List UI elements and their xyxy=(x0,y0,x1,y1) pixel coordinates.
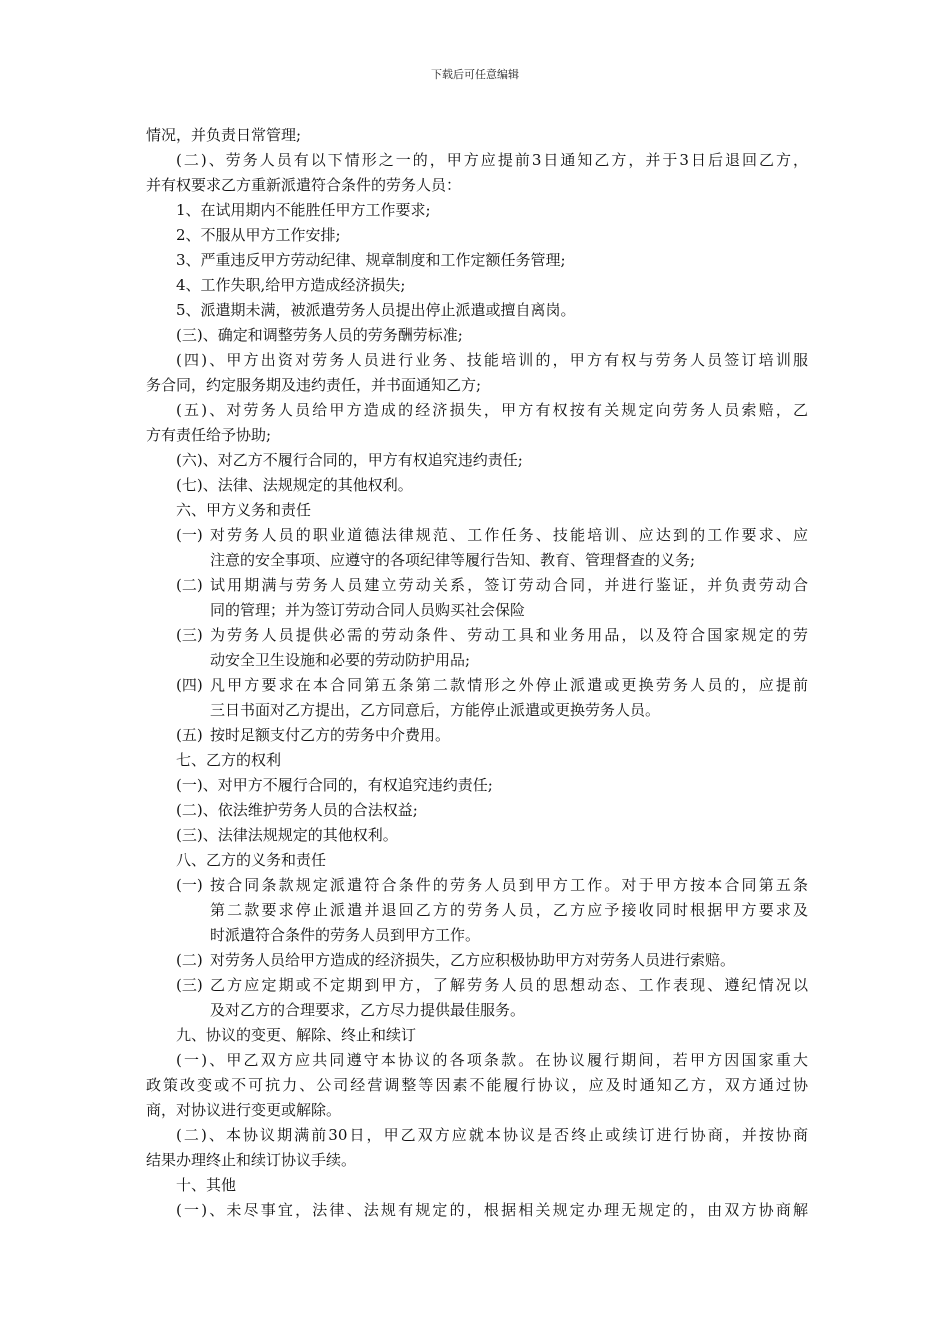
item-text-line: 试用期满与劳务人员建立劳动关系，签订劳动合同，并进行鉴证，并负责劳动合 xyxy=(210,576,808,594)
paragraph-line: 九、协议的变更、解除、终止和续订 xyxy=(176,1026,417,1044)
section-5-continued xyxy=(146,123,808,523)
paragraph-line: 2、不服从甲方工作安排; xyxy=(176,226,341,244)
paragraph-line: (五)、对劳务人员给甲方造成的经济损失，甲方有权按有关规定向劳务人员索赔，乙 xyxy=(176,401,808,419)
paragraph-line: (二)、本协议期满前30日，甲乙双方应就本协议是否终止或续订进行协商，并按协商 xyxy=(176,1126,808,1144)
item-text xyxy=(210,573,808,623)
paragraph-line: 情况，并负责日常管理; xyxy=(146,126,302,144)
paragraph-line: 5、派遣期未满，被派遣劳务人员提出停止派遣或擅自离岗。 xyxy=(176,301,576,319)
item-text xyxy=(210,873,808,948)
paragraph-line: 方有责任给予协助; xyxy=(146,426,272,444)
section-6-items xyxy=(146,523,808,748)
item-number: (二) xyxy=(176,576,203,594)
section-7-heading: 七、乙方的权利 xyxy=(176,751,282,769)
paragraph-line: 政策改变或不可抗力、公司经营调整等因素不能履行协议，应及时通知乙方，双方通过协 xyxy=(146,1076,808,1094)
item-number: (五) xyxy=(176,726,203,744)
item-text-line: 按时足额支付乙方的劳务中介费用。 xyxy=(210,726,451,744)
paragraph-line: (三)、确定和调整劳务人员的劳务酬劳标准; xyxy=(176,326,463,344)
item-text-line: 同的管理；并为签订劳动合同人员购买社会保险 xyxy=(210,601,526,619)
item-text xyxy=(210,623,808,673)
list-item xyxy=(146,523,808,573)
paragraph-line: 务合同，约定服务期及违约责任，并书面通知乙方; xyxy=(146,376,482,394)
page-header: 下载后可任意编辑 xyxy=(431,68,519,81)
item-number: (二) xyxy=(176,951,203,969)
list-item xyxy=(146,873,808,948)
item-text-line: 对劳务人员给甲方造成的经济损失，乙方应积极协助甲方对劳务人员进行索赔。 xyxy=(210,951,736,969)
paragraph-line: 结果办理终止和续订协议手续。 xyxy=(146,1151,357,1169)
list-item: (三)、法律法规规定的其他权利。 xyxy=(176,826,398,844)
paragraph-line: 1、在试用期内不能胜任甲方工作要求; xyxy=(176,201,431,219)
item-text xyxy=(210,723,808,748)
item-text xyxy=(210,673,808,723)
paragraph-line: 并有权要求乙方重新派遣符合条件的劳务人员： xyxy=(146,176,462,194)
item-text-line: 三日书面对乙方提出，乙方同意后，方能停止派遣或更换劳务人员。 xyxy=(210,701,661,719)
list-item xyxy=(146,973,808,1023)
item-text xyxy=(210,523,808,573)
paragraph-line: 商，对协议进行变更或解除。 xyxy=(146,1101,342,1119)
item-number: (四) xyxy=(176,676,203,694)
item-text-line: 对劳务人员的职业道德法律规范、工作任务、技能培训、应达到的工作要求、应 xyxy=(210,526,808,544)
paragraph-line: 3、严重违反甲方劳动纪律、规章制度和工作定额任务管理; xyxy=(176,251,566,269)
list-item xyxy=(146,573,808,623)
list-item xyxy=(146,723,808,748)
paragraph-line: 4、工作失职,给甲方造成经济损失; xyxy=(176,276,406,294)
item-text xyxy=(210,948,808,973)
item-text-line: 时派遣符合条件的劳务人员到甲方工作。 xyxy=(210,926,481,944)
document-body xyxy=(146,123,808,1223)
item-text xyxy=(210,973,808,1023)
list-item: (一)、对甲方不履行合同的，有权追究违约责任; xyxy=(176,776,493,794)
item-text-line: 第二款要求停止派遣并退回乙方的劳务人员，乙方应予接收同时根据甲方要求及 xyxy=(210,901,808,919)
paragraph-line: (一)、甲乙双方应共同遵守本协议的各项条款。在协议履行期间，若甲方因国家重大 xyxy=(176,1051,808,1069)
paragraph-line: (一)、未尽事宜，法律、法规有规定的，根据相关规定办理无规定的，由双方协商解 xyxy=(176,1201,808,1219)
item-number: (三) xyxy=(176,626,203,644)
item-number: (三) xyxy=(176,976,203,994)
section-8-items xyxy=(146,873,808,1023)
item-text-line: 注意的安全事项、应遵守的各项纪律等履行告知、教育、管理督查的义务; xyxy=(210,551,696,569)
section-8-heading: 八、乙方的义务和责任 xyxy=(176,851,327,869)
paragraph-line: (二)、劳务人员有以下情形之一的，甲方应提前3日通知乙方，并于3日后退回乙方， xyxy=(176,151,808,169)
list-item: (二)、依法维护劳务人员的合法权益; xyxy=(176,801,418,819)
paragraph-line: (四)、甲方出资对劳务人员进行业务、技能培训的，甲方有权与劳务人员签订培训服 xyxy=(176,351,808,369)
item-text-line: 按合同条款规定派遣符合条件的劳务人员到甲方工作。对于甲方按本合同第五条 xyxy=(210,876,808,894)
section-9-10 xyxy=(146,1023,808,1223)
item-text-line: 凡甲方要求在本合同第五条第二款情形之外停止派遣或更换劳务人员的，应提前 xyxy=(210,676,808,694)
paragraph-line: 十、其他 xyxy=(176,1176,237,1194)
paragraph-line: (七)、法律、法规规定的其他权利。 xyxy=(176,476,413,494)
list-item xyxy=(146,948,808,973)
paragraph-line: (六)、对乙方不履行合同的，甲方有权追究违约责任; xyxy=(176,451,523,469)
item-text-line: 乙方应定期或不定期到甲方，了解劳务人员的思想动态、工作表现、遵纪情况以 xyxy=(210,976,808,994)
item-number: (一) xyxy=(176,876,203,894)
paragraph-line: 六、甲方义务和责任 xyxy=(176,501,312,519)
item-text-line: 及对乙方的合理要求，乙方尽力提供最佳服务。 xyxy=(210,1001,526,1019)
item-number: (一) xyxy=(176,526,203,544)
list-item xyxy=(146,623,808,673)
section-7-items xyxy=(146,773,808,848)
item-text-line: 动安全卫生设施和必要的劳动防护用品; xyxy=(210,651,471,669)
list-item xyxy=(146,673,808,723)
item-text-line: 为劳务人员提供必需的劳动条件、劳动工具和业务用品，以及符合国家规定的劳 xyxy=(210,626,808,644)
